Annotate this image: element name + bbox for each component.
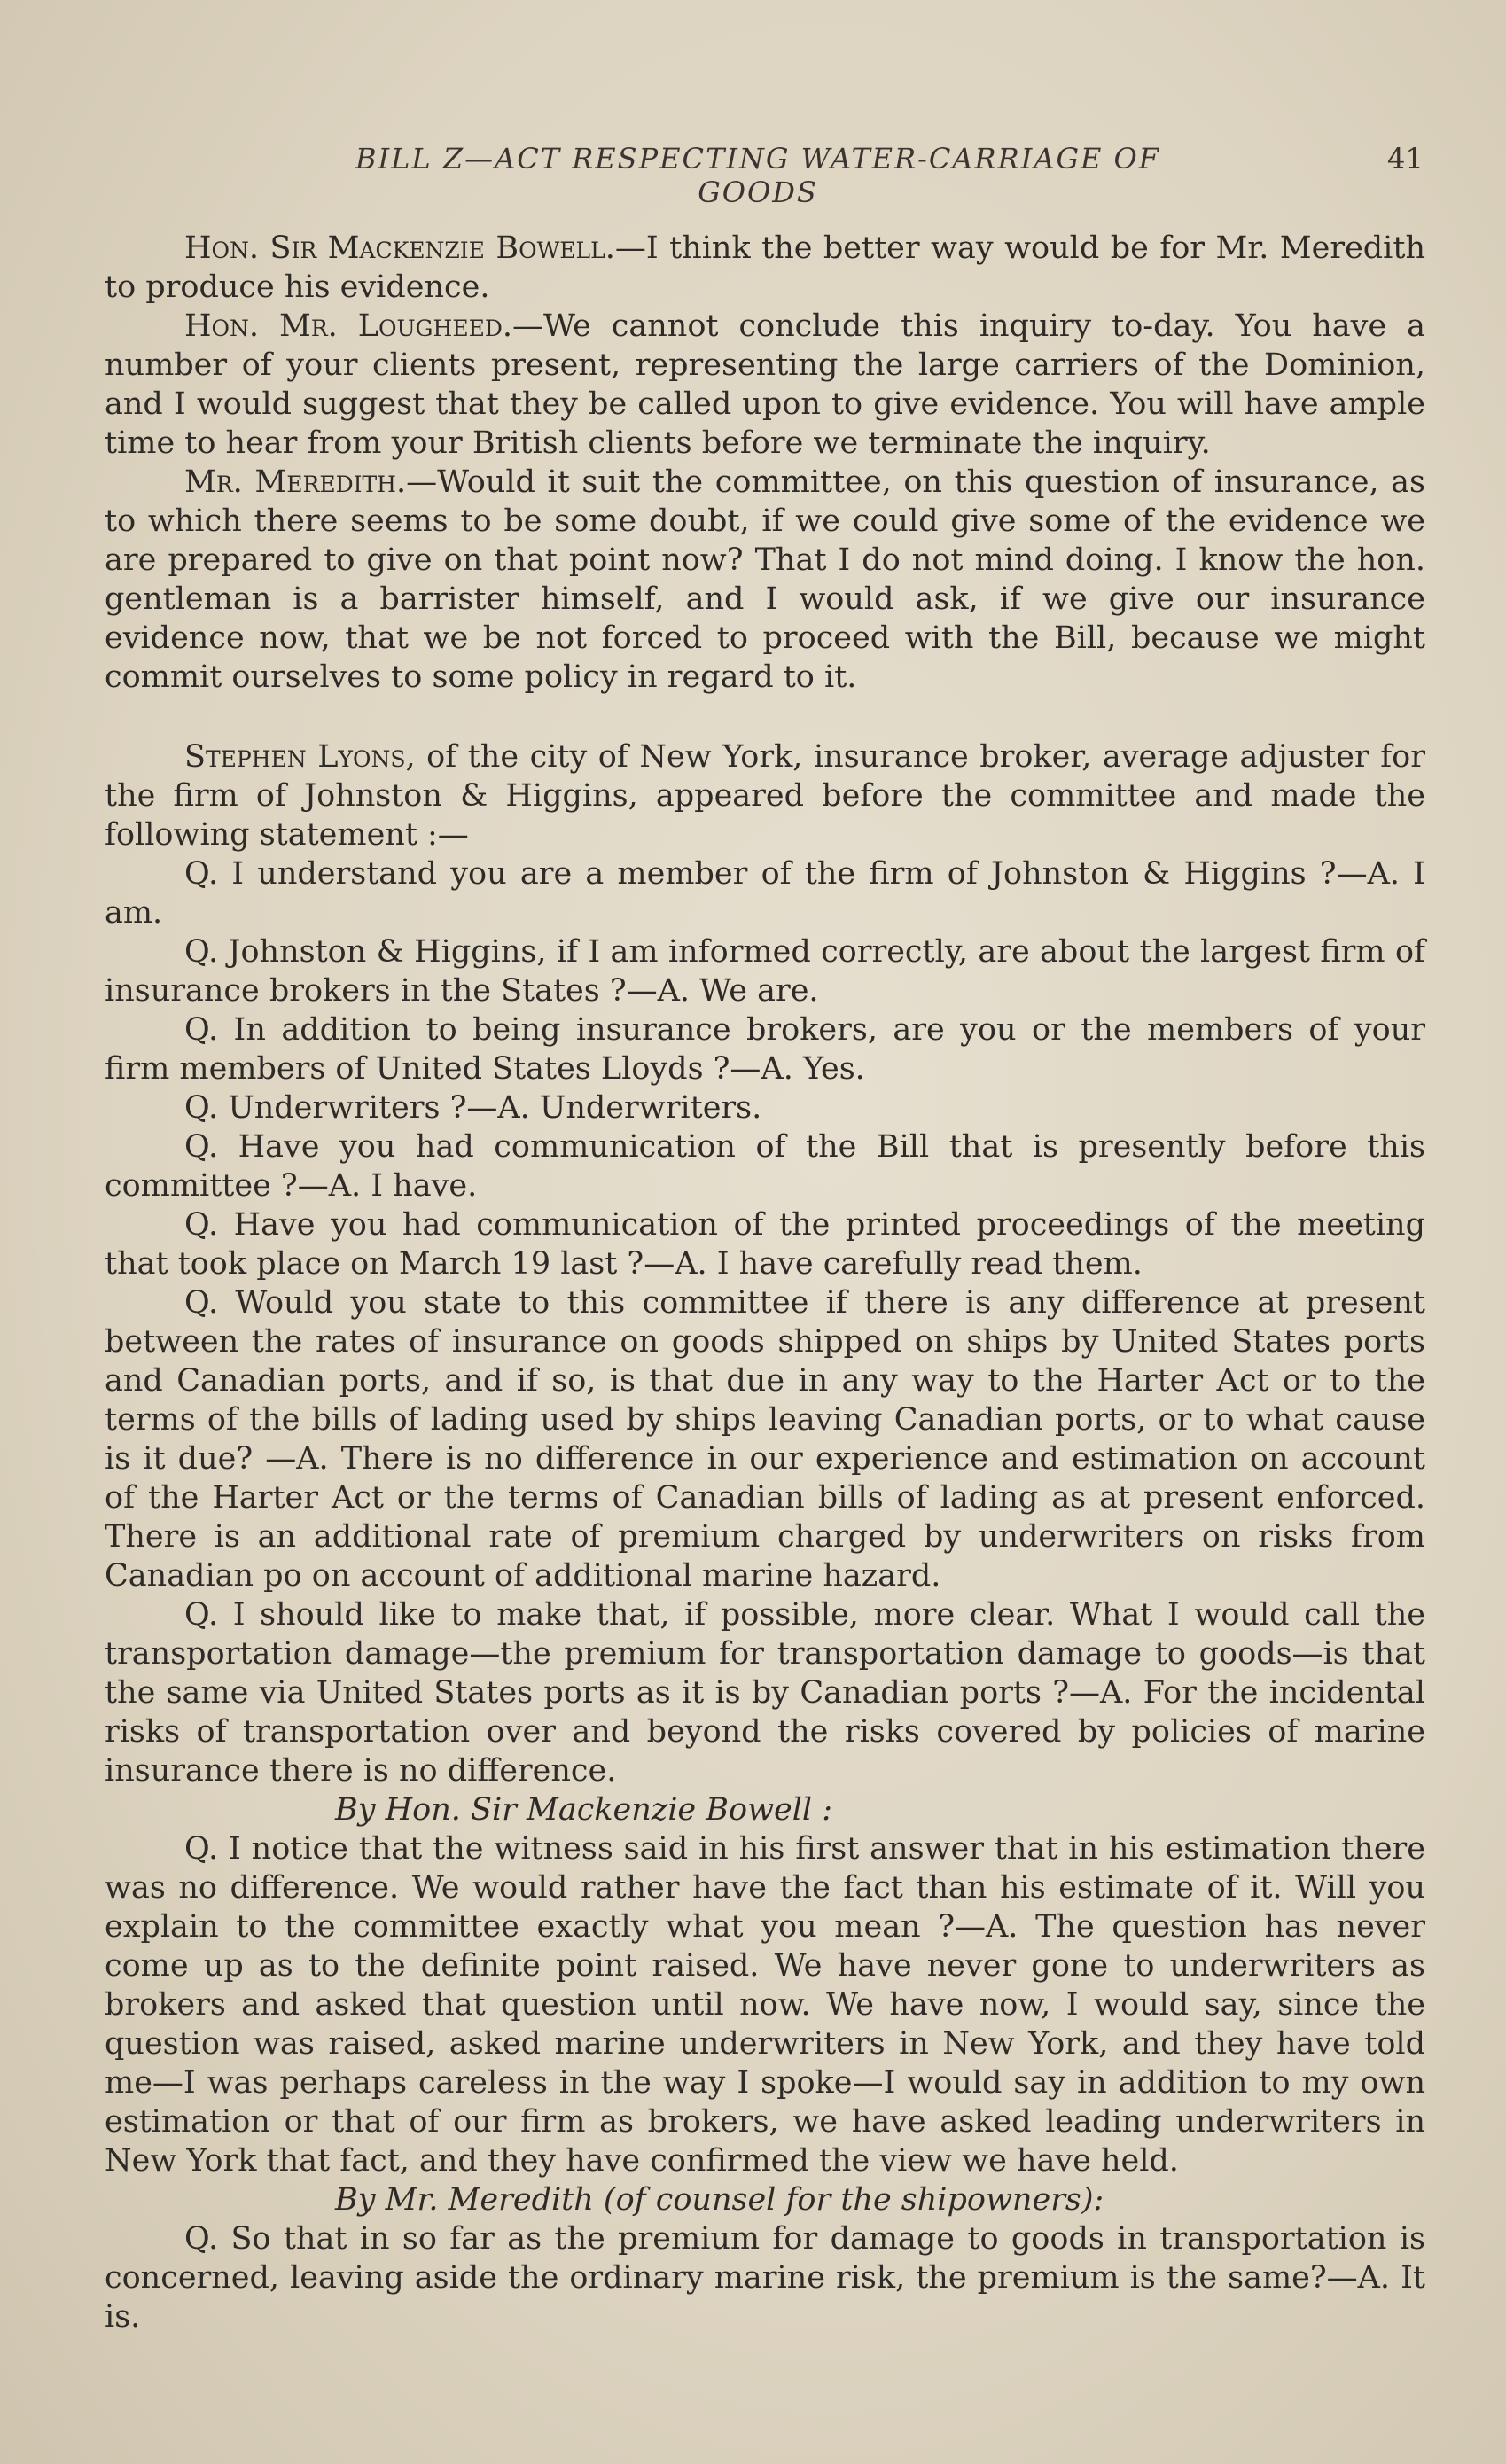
paragraph bbox=[105, 307, 1425, 463]
paragraph-text: —I think the better way would be for Mr. Meredith to produce his evidence. bbox=[105, 230, 1425, 305]
qa-item: Q. I understand you are a member of the firm of Johnston & Higgins ?—A. I am. bbox=[105, 856, 1425, 931]
paragraph-text: —Would it suit the committee, on this question of insurance, as to which there seems to be some doubt, if we could give some of the evidence we are prepared to give on that point now? That I do not mind doing. I know the hon. gentleman is a barrister himself, and I would ask, if we give our insurance evidence now, that we be not forced to proceed with the Bill, because we might commit ourselves to some policy in regard to it. bbox=[105, 464, 1426, 695]
speaker-name: Hon. Sir Mackenzie Bowell. bbox=[184, 230, 615, 266]
qa-item: Q. I should like to make that, if possible, more clear. What I would call the transportation damage—the premium for transportation damage to goods—is that the same via United States ports as it is by Canadian ports ?—A. For the incidental risks of transportation over and beyond the risks covered by policies of marine insurance there is no difference. bbox=[105, 1597, 1425, 1789]
paragraph-text: —We cannot conclude this inquiry to-day. You have a number of your clients present, representing the large carriers of the Dominion, and I would suggest that they be called upon to give evidence. You will have ample time to hear from your British clients before we terminate the inquiry. bbox=[105, 308, 1425, 461]
qa-item: Q. So that in so far as the premium for damage to goods in transportation is concerned, leaving aside the ordinary marine risk, the premium is the same?—A. It is. bbox=[105, 2221, 1425, 2335]
qa-item: Q. I notice that the witness said in his first answer that in his estimation there was no difference. We would rather have the fact than his estimate of it. Will you explain to the committee exactly what you mean ?—A. The question has never come up as to the definite point raised. We have never gone to underwriters as brokers and asked that question until now. We have now, I would say, since the question was raised, asked marine underwriters in New York, and they have told me—I was perhaps careless in the way I spoke—I would say in addition to my own estimation or that of our firm as brokers, we have asked leading underwriters in New York that fact, and they have confirmed the view we have held. bbox=[105, 1831, 1425, 2179]
qa-item: Q. Would you state to this committee if there is any difference at present between the rates of insurance on goods shipped on ships by United States ports and Canadian ports, and if so, is that due in any way to the Harter Act or to the terms of the bills of lading used by ships leaving Canadian ports, or to what cause is it due? —A. There is no difference in our experience and estimation on account of the Harter Act or the terms of Canadian bills of lading as at present enforced. There is an additional rate of premium charged by underwriters on risks from Canadian po on account of additional marine hazard. bbox=[105, 1285, 1425, 1594]
witness-intro bbox=[105, 737, 1425, 854]
examiner-byline: By Mr. Meredith (of counsel for the shipowners): bbox=[335, 2182, 1104, 2218]
paragraph bbox=[105, 229, 1425, 307]
speaker-name: Hon. Mr. Lougheed. bbox=[184, 308, 512, 344]
qa-item: Q. Have you had communication of the printed proceedings of the meeting that took place on March 19 last ?—A. I have carefully read them. bbox=[105, 1207, 1425, 1282]
page-number: 41 bbox=[1387, 142, 1424, 175]
witness-intro-text: of the city of New York, insurance broker, average adjuster for the firm of Johnston & Higgins, appeared before the committee and made the following statement :— bbox=[105, 739, 1425, 853]
speaker-name: Mr. Meredith. bbox=[184, 464, 407, 500]
witness-name: Stephen Lyons, bbox=[184, 739, 416, 775]
page-body bbox=[105, 229, 1425, 2336]
qa-item: Q. In addition to being insurance brokers, are you or the members of your firm members of United States Lloyds ?—A. Yes. bbox=[105, 1012, 1425, 1087]
qa-item: Q. Have you had communication of the Bill that is presently before this committee ?—A. I have. bbox=[105, 1129, 1425, 1204]
running-title: BILL Z—ACT RESPECTING WATER-CARRIAGE OF GOODS bbox=[355, 142, 1160, 209]
paragraph bbox=[105, 463, 1425, 697]
qa-item: Q. Underwriters ?—A. Underwriters. bbox=[184, 1090, 762, 1126]
examiner-byline: By Hon. Sir Mackenzie Bowell : bbox=[335, 1792, 833, 1828]
qa-item: Q. Johnston & Higgins, if I am informed correctly, are about the largest firm of insurance brokers in the States ?—A. We are. bbox=[105, 934, 1425, 1009]
